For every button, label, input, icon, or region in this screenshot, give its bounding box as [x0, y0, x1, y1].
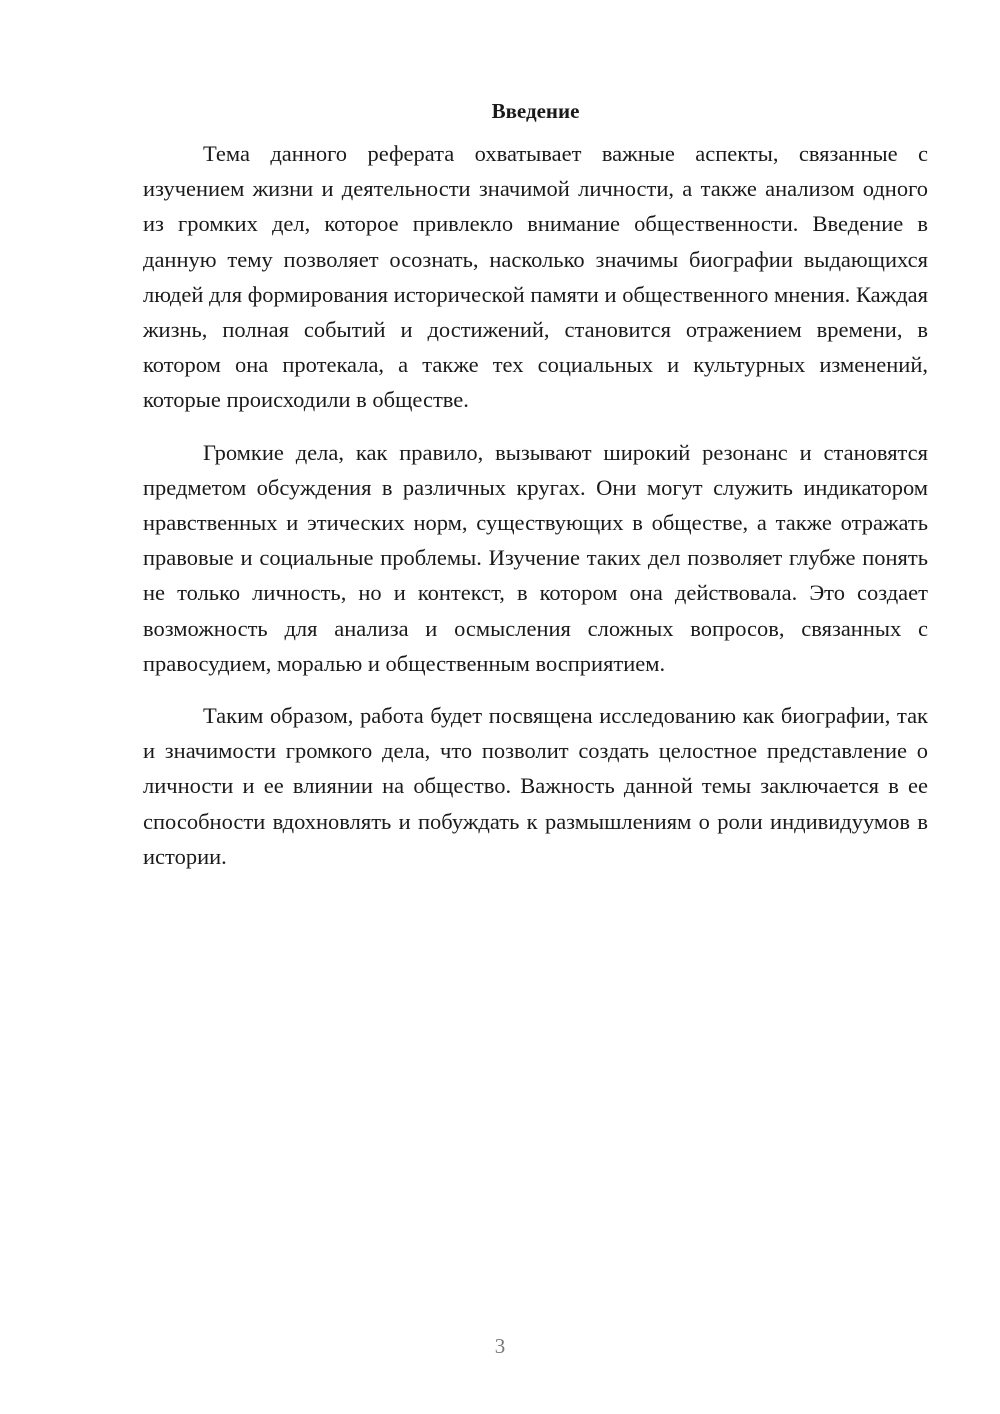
- paragraph-3: Таким образом, работа будет посвящена исследованию как биографии, так и значимости громкого дела, что позволит создать целостное представление о личности и ее влиянии на общество. Важность данной темы заключается в ее способности вдохновлять и побуждать к размышлениям о роли индивидуумов в истории.: [143, 703, 928, 869]
- paragraph-1: Тема данного реферата охватывает важные аспекты, связанные с изучением жизни и деятельности значимой личности, а также анализом одного из громких дел, которое привлекло внимание общественности. Введение в данную тему позволяет осознать, насколько значимы биографии выдающихся людей для формирования исторической памяти и общественного мнения. Каждая жизнь, полная событий и достижений, становится отражением времени, в котором она протекала, а также тех социальных и культурных изменений, которые происходили в обществе.: [143, 141, 928, 413]
- page-number: 3: [494, 1334, 506, 1358]
- page-content: [143, 96, 928, 891]
- paragraph-2: Громкие дела, как правило, вызывают широкий резонанс и становятся предметом обсуждения в различных кругах. Они могут служить индикатором нравственных и этических норм, существующих в обществе, а также отражать правовые и социальные проблемы. Изучение таких дел позволяет глубже понять не только личность, но и контекст, в котором она действовала. Это создает возможность для анализа и осмысления сложных вопросов, связанных с правосудием, моралью и общественным восприятием.: [143, 439, 928, 676]
- section-heading: Введение: [491, 99, 580, 123]
